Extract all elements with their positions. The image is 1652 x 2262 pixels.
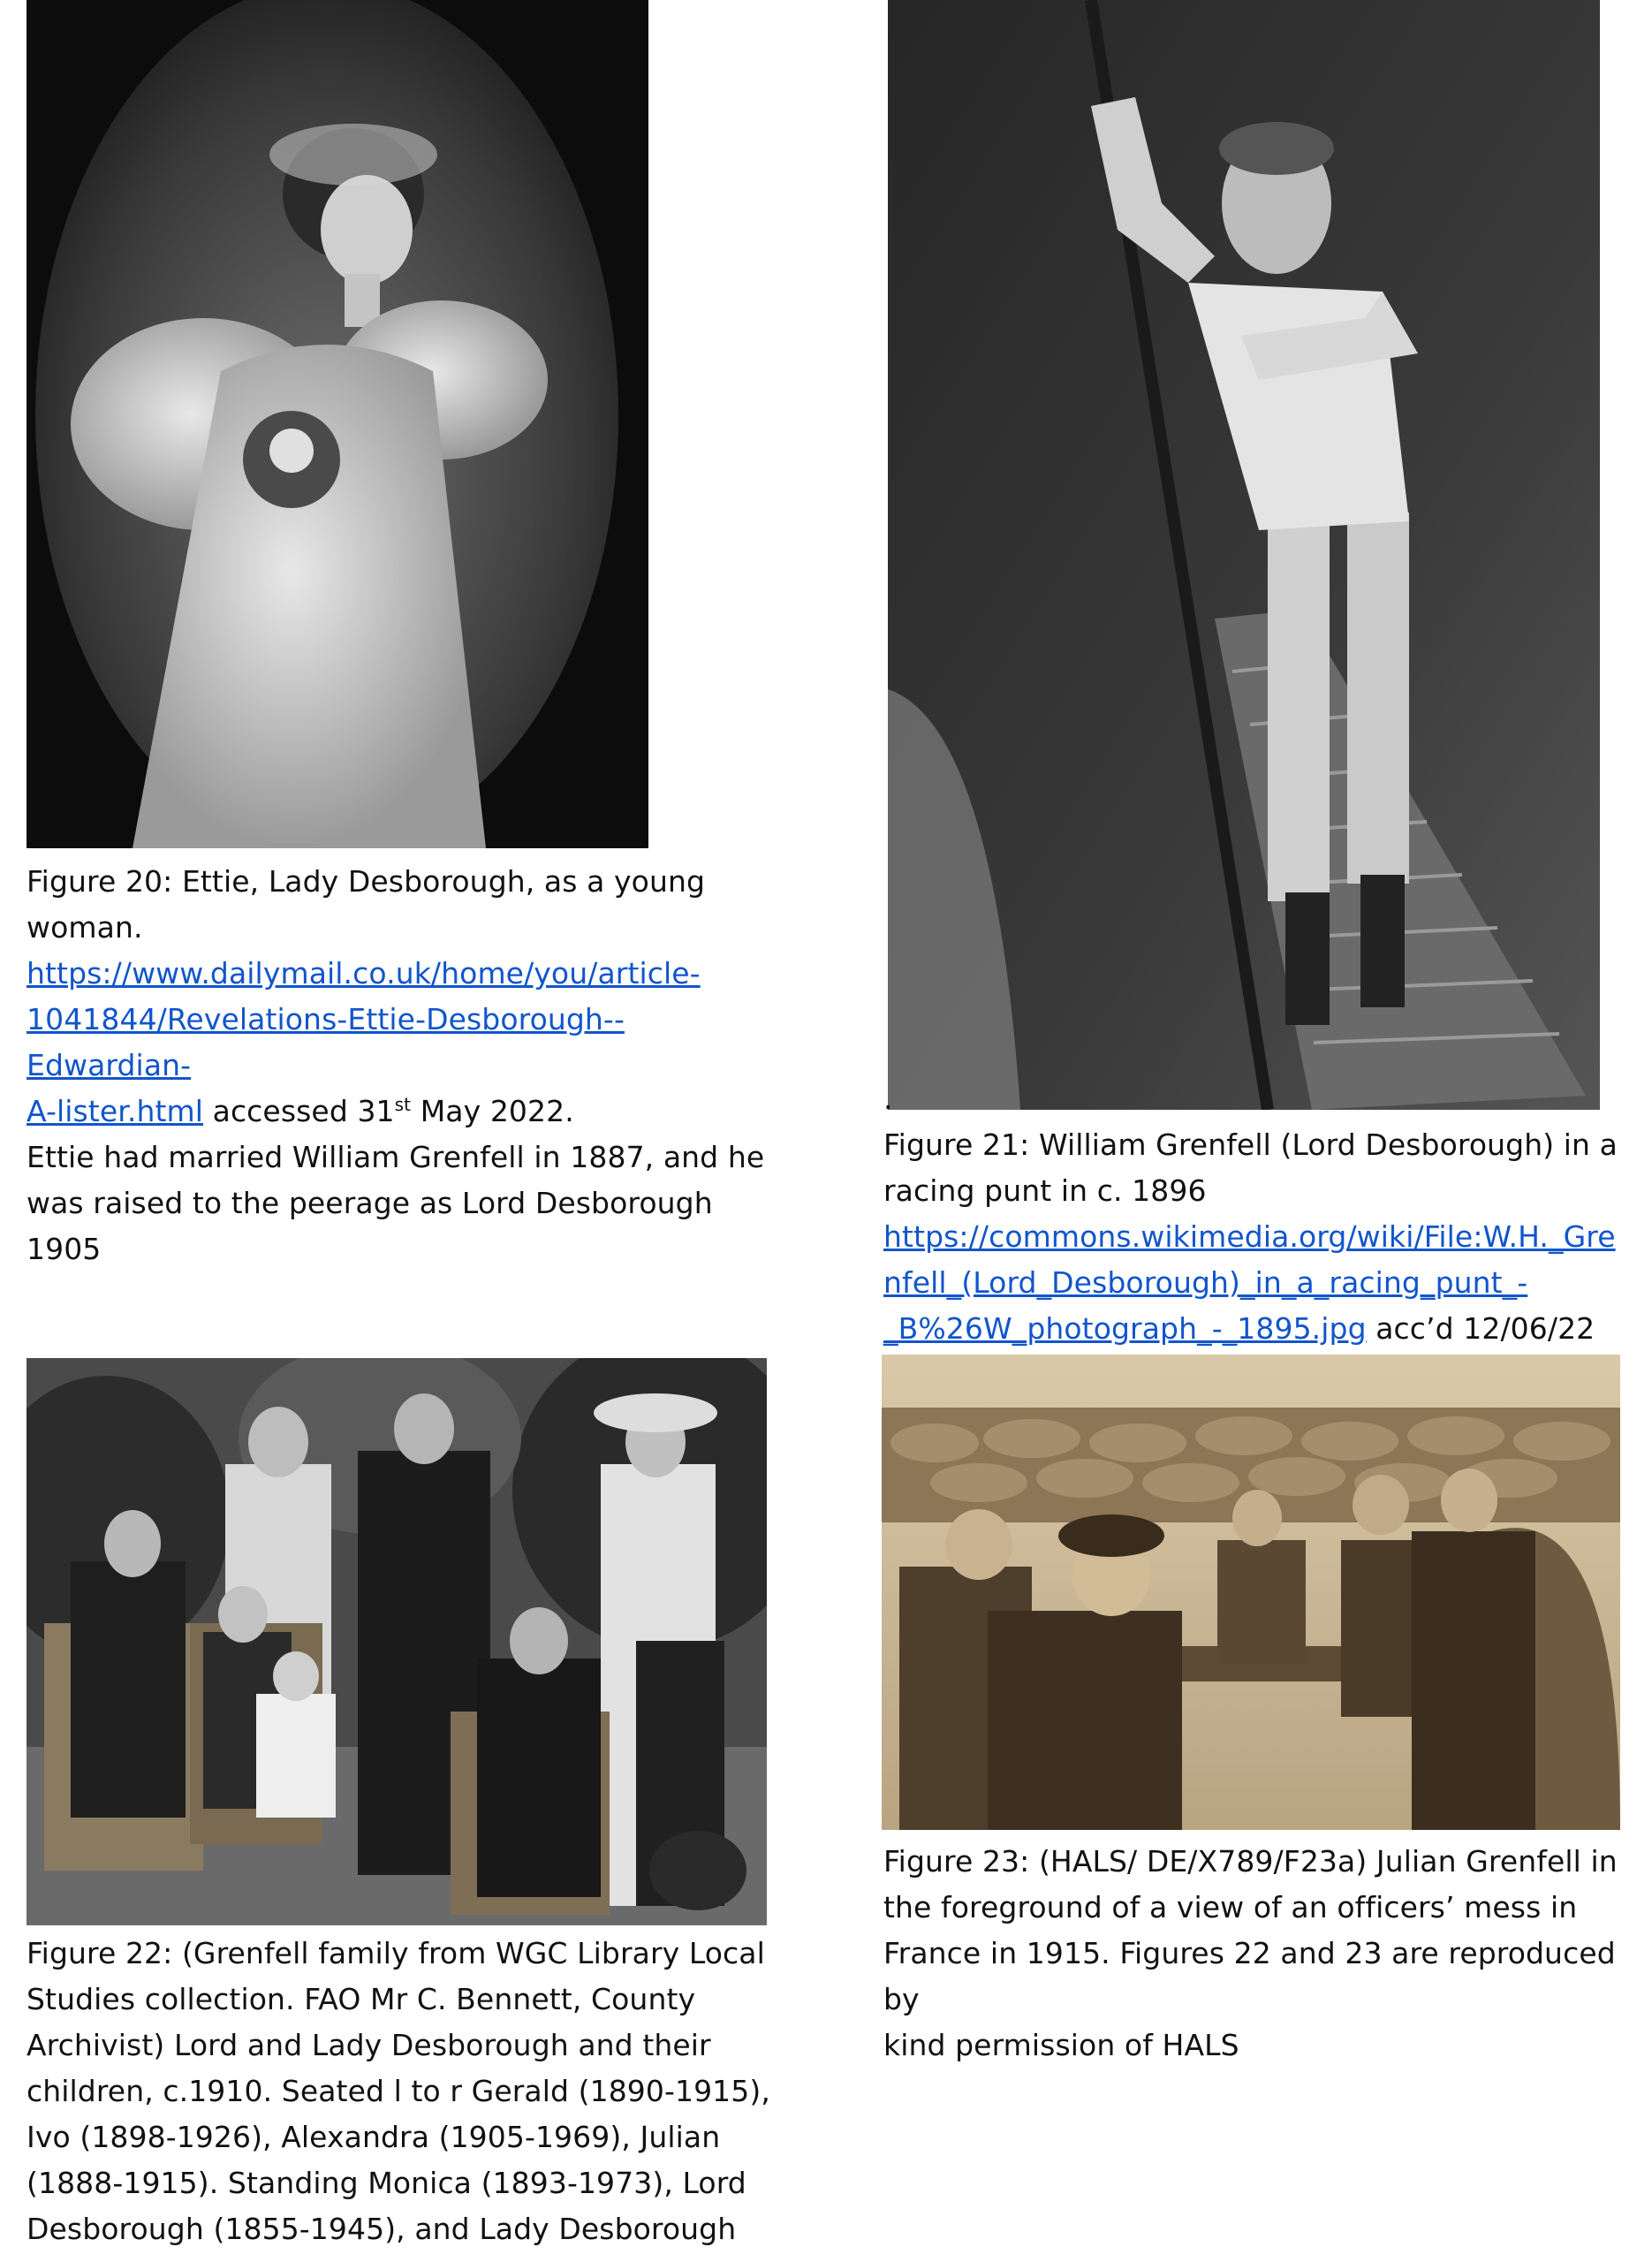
figure-23-photo (882, 1355, 1620, 1830)
caption-line: was raised to the peerage as Lord Desborough 1905 (27, 1186, 713, 1266)
source-link[interactable]: https://commons.wikimedia.org/wiki/File:W.H._Gre (883, 1219, 1616, 1254)
figure-20-photo (27, 0, 648, 848)
source-link[interactable]: A-lister.html (27, 1094, 204, 1128)
caption-line: the foreground of a view of an officers’ mess in (883, 1890, 1578, 1924)
caption-line: Ettie had married William Grenfell in 1887, and he (27, 1140, 765, 1174)
caption-line: France in 1915. Figures 22 and 23 are reproduced by (883, 1936, 1616, 2016)
caption-line: Archivist) Lord and Lady Desborough and their (27, 2028, 711, 2062)
figure-22-photo (27, 1358, 767, 1925)
caption-line: Desborough (1855-1945), and Lady Desborough (27, 2212, 737, 2246)
access-date: acc’d 12/06/22 (1366, 1311, 1595, 1346)
figure-20-caption (27, 859, 769, 1272)
source-link[interactable]: nfell_(Lord_Desborough)_in_a_racing_punt_- (883, 1265, 1528, 1300)
caption-line: Figure 23: (HALS/ DE/X789/F23a) Julian Grenfell in (883, 1844, 1618, 1879)
figure-21-caption (883, 1076, 1643, 1352)
access-date: accessed 31 (203, 1094, 395, 1128)
ordinal-suffix: st (394, 1094, 412, 1115)
caption-line: (1888-1915). Standing Monica (1893-1973), Lord (27, 2166, 746, 2200)
source-link[interactable]: 1041844/Revelations-Ettie-Desborough--Edwardian- (27, 1002, 625, 1082)
figure-22-caption (27, 1931, 786, 2252)
caption-line: woman. (27, 910, 143, 945)
caption-line: children, c.1910. Seated l to r Gerald (1890-1915), (27, 2074, 770, 2108)
source-link[interactable]: _B%26W_photograph_-_1895.jpg (883, 1311, 1367, 1346)
figure-21-photo (888, 0, 1600, 1110)
source-link[interactable]: https://www.dailymail.co.uk/home/you/article- (27, 956, 701, 991)
caption-line: Ivo (1898-1926), Alexandra (1905-1969), Julian (27, 2120, 721, 2154)
caption-line: Figure 21: William Grenfell (Lord Desborough) in a (883, 1127, 1618, 1162)
caption-line: Figure 22: (Grenfell family from WGC Library Local (27, 1936, 765, 1970)
caption-line: Studies collection. FAO Mr C. Bennett, County (27, 1982, 696, 2016)
caption-line: Figure 20: Ettie, Lady Desborough, as a young (27, 864, 706, 899)
stray-dot: . (883, 1082, 893, 1116)
figure-23-caption (883, 1839, 1643, 2068)
caption-line: racing punt in c. 1896 (883, 1173, 1207, 1208)
access-date-rest: May 2022. (411, 1094, 574, 1128)
caption-line: kind permission of HALS (883, 2028, 1239, 2062)
